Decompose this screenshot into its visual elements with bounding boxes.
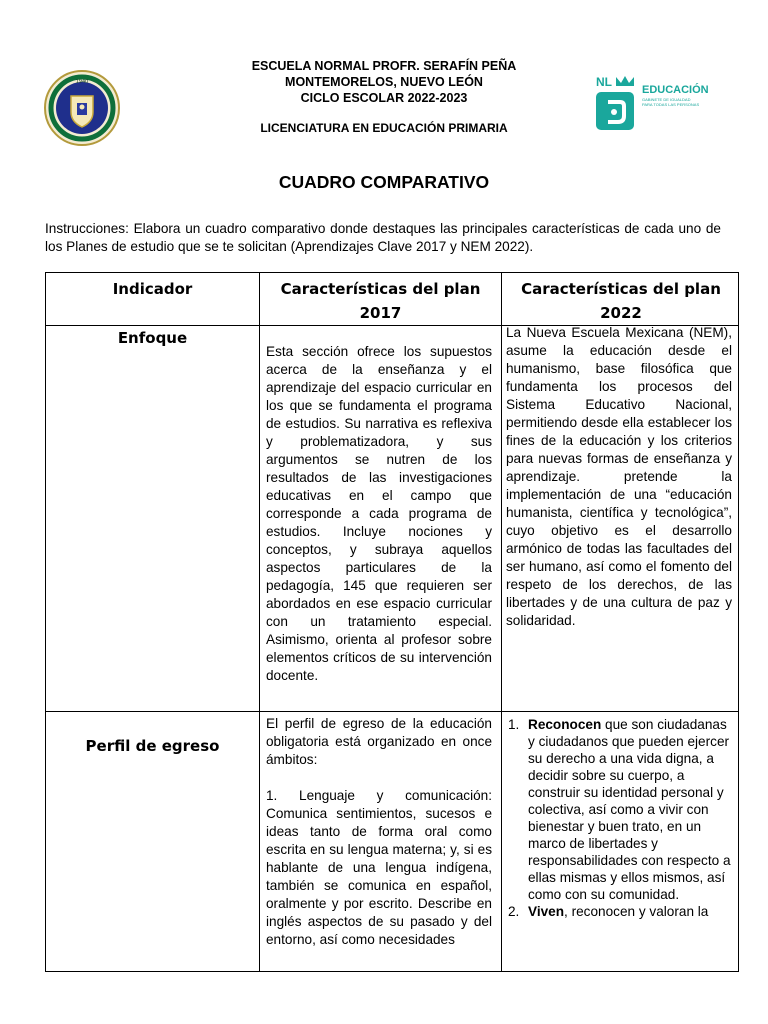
column-divider (501, 273, 502, 971)
enfoque-plan-2022: La Nueva Escuela Mexicana (NEM), asume la educación desde el humanismo, base filosófica que fundamenta los procesos del Sistema Educativo Nacional, permitiendo desde ella establecer los fines de la educación y los criterios para nuevas formas de enseñanza y aprendizaje. pretende la implementación de una “educación humanista, científica y tecnológica”, cuyo objetivo es el desarrollo armónico de todas las facultades del ser humano, así como el fomento del respeto de los derechos, de las libertades y de una cultura de paz y solidaridad. (506, 325, 732, 628)
svg-text:1940: 1940 (75, 79, 89, 85)
header-plan-2022: Características del plan 2022 (521, 280, 721, 322)
comparison-table (45, 272, 739, 972)
row-label-perfil-egreso: Perfil de egreso (85, 737, 220, 755)
row-divider (46, 711, 738, 712)
column-divider (259, 273, 260, 971)
perfil-plan-2017 (266, 715, 492, 949)
perfil-2017-intro: El perfil de egreso de la educación obligatoria está organizado en once ámbitos: (266, 716, 492, 767)
perfil-2017-ambito-1: 1. Lenguaje y comunicación: Comunica sentimientos, sucesos e ideas tanto de forma oral como escrita en su lengua materna; y, si es hablante de una lengua indígena, también se comunica en español, oralmente y por escrito. Describe en inglés aspectos de su pasado y del entorno, así como necesidades (266, 788, 492, 947)
row-label-enfoque: Enfoque (117, 329, 188, 347)
list-item: 1. Reconocen que son ciudadanas y ciudadanos que pueden ejercer su derecho a una vida digna, a decidir sobre su cuerpo, a construir su identidad personal y colectiva, así como a vivir con bienestar y buen trato, en un marco de libertades y responsabilidades con respecto a ellas mismas y ellos mismos, así como con su comunidad. (508, 717, 731, 902)
enfoque-plan-2017: Esta sección ofrece los supuestos acerca de la enseñanza y el aprendizaje del espacio curricular en los que se fundamenta el programa de estudios. Su narrativa es reflexiva y problematizadora, y sus argumentos se nutren de los resultados de las investigaciones educativas en el campo que corresponde a cada programa de estudios. Incluye nociones y conceptos, y subraya aquellos aspectos particulares de la pedagogía, 145 que requieren ser abordados en ese espacio curricular con un tratamiento especial. Asimismo, orienta al profesor sobre elementos críticos de su intervención docente. (266, 344, 492, 683)
list-item: 2. Viven, reconocen y valoran la (508, 904, 709, 919)
school-name: ESCUELA NORMAL PROFR. SERAFÍN PEÑA (251, 59, 517, 73)
perfil-plan-2022 (506, 716, 732, 920)
svg-text:EDUCACIÓN: EDUCACIÓN (642, 84, 709, 96)
svg-text:GABINETE DE IGUALDAD: GABINETE DE IGUALDAD (642, 97, 691, 102)
school-cycle: CICLO ESCOLAR 2022-2023 (300, 91, 468, 105)
header-block (200, 58, 568, 136)
svg-text:PARA TODAS LAS PERSONAS: PARA TODAS LAS PERSONAS (642, 102, 700, 107)
program-name: LICENCIATURA EN EDUCACIÓN PRIMARIA (260, 121, 508, 135)
document-title: CUADRO COMPARATIVO (278, 172, 490, 192)
nl-educacion-logo (594, 72, 734, 134)
header-plan-2017: Características del plan 2017 (280, 280, 481, 322)
instructions-text: Instrucciones: Elabora un cuadro comparativo donde destaques las principales características de cada uno de los Planes de estudio que se te solicitan (Aprendizajes Clave 2017 y NEM 2022). (45, 221, 721, 254)
school-city: MONTEMORELOS, NUEVO LEÓN (285, 75, 483, 89)
svg-text:NL: NL (596, 75, 612, 89)
header-indicador: Indicador (112, 280, 193, 298)
school-seal-logo (44, 70, 120, 146)
